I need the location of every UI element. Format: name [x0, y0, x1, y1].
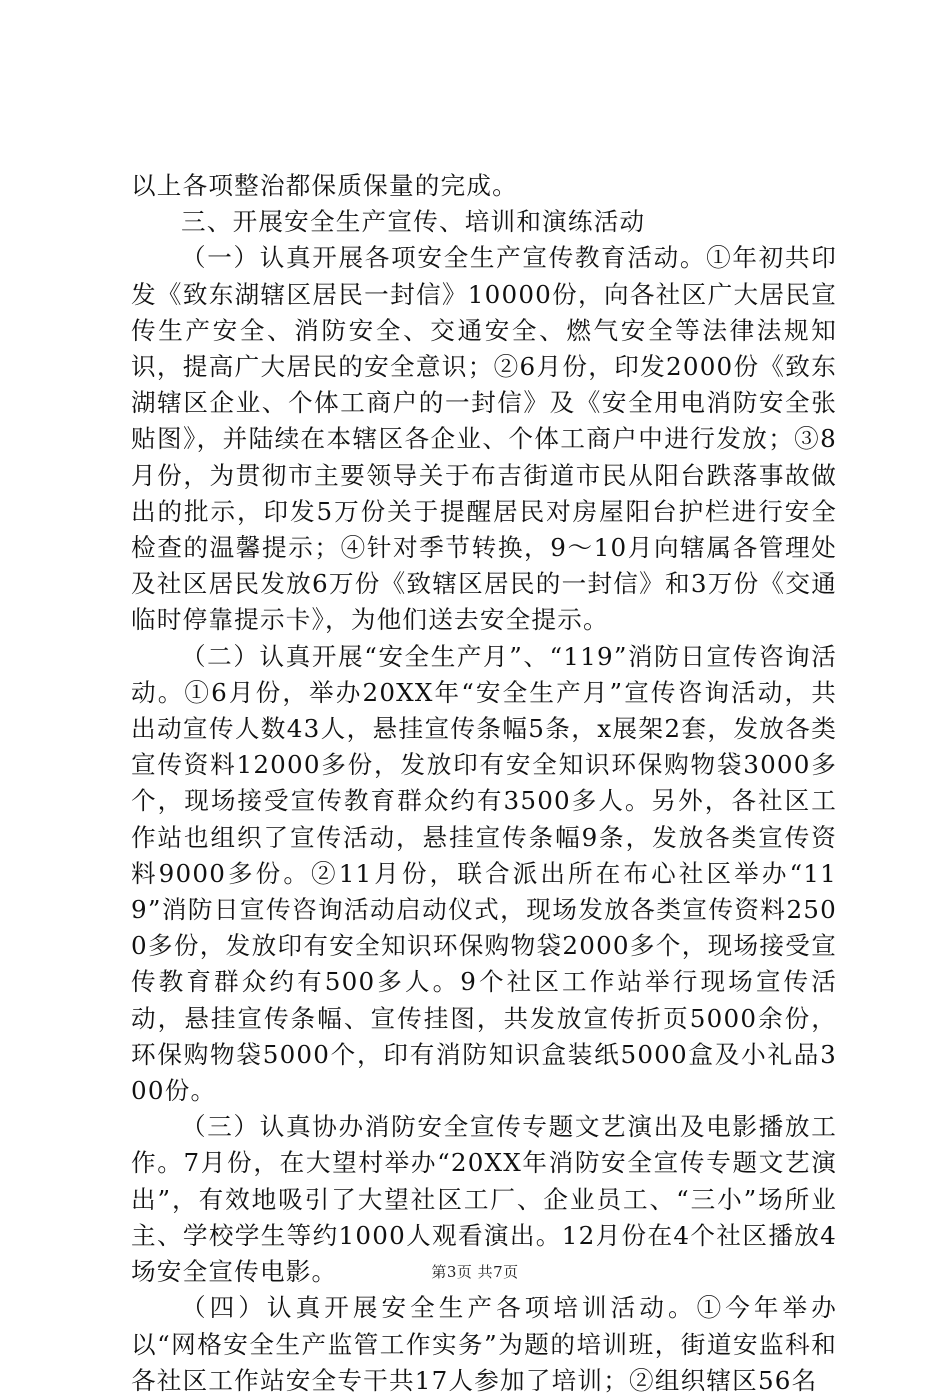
paragraph-performance-film: （三）认真协办消防安全宣传专题文艺演出及电影播放工作。7月份，在大望村举办“20XX年消防安全宣传专题文艺演出”，有效地吸引了大望社区工厂、企业员工、“三小”场所业主、学校学生等约1000人观看演出。12月份在4个社区播放4场安全宣传电影。	[131, 1112, 837, 1287]
paragraph-continuation: 以上各项整治都保质保量的完成。	[131, 171, 518, 200]
section-heading: 三、开展安全生产宣传、培训和演练活动	[181, 207, 646, 237]
paragraph-publicity-education: （一）认真开展各项安全生产宣传教育活动。①年初共印发《致东湖辖区居民一封信》10000份，向各社区广大居民宣传生产安全、消防安全、交通安全、燃气安全等法律法规知识，提高广大居民的安全意识；②6月份，印发2000份《致东湖辖区企业、个体工商户的一封信》及《安全用电消防安全张贴图》，并陆续在本辖区各企业、个体工商户中进行发放；③8月份，为贯彻市主要领导关于布吉街道市民从阳台跌落事故做出的批示，印发5万份关于提醒居民对房屋阳台护栏进行安全检查的温馨提示；④针对季节转换，9～10月向辖属各管理处及社区居民发放6万份《致辖区居民的一封信》和3万份《交通临时停靠提示卡》，为他们送去安全提示。	[131, 243, 837, 635]
page-number-footer: 第3页 共7页	[431, 1263, 519, 1281]
document-body	[131, 168, 837, 1399]
paragraph-training: （四）认真开展安全生产各项培训活动。①今年举办以“网格安全生产监管工作实务”为题的培训班，街道安监科和各社区工作站安全专干共17人参加了培训；②组织辖区56名	[131, 1293, 837, 1395]
paragraph-safety-month: （二）认真开展“安全生产月”、“119”消防日宣传咨询活动。①6月份，举办20XX年“安全生产月”宣传咨询活动，共出动宣传人数43人，悬挂宣传条幅5条，x展架2套，发放各类宣传资料12000多份，发放印有安全知识环保购物袋3000多个，现场接受宣传教育群众约有3500多人。另外，各社区工作站也组织了宣传活动，悬挂宣传条幅9条，发放各类宣传资料9000多份。②11月份，联合派出所在布心社区举办“119”消防日宣传咨询活动启动仪式，现场发放各类宣传资料2500多份，发放印有安全知识环保购物袋2000多个，现场接受宣传教育群众约有500多人。9个社区工作站举行现场宣传活动，悬挂宣传条幅、宣传挂图，共发放宣传折页5000余份，环保购物袋5000个，印有消防知识盒装纸5000盒及小礼品300份。	[131, 641, 837, 1106]
